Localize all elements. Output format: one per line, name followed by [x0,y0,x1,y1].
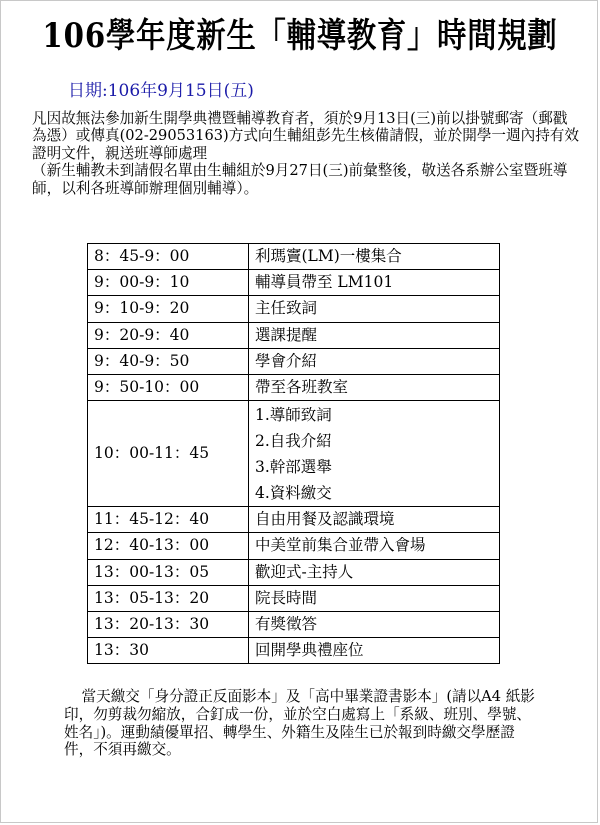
schedule-time: 9：10-9：20 [88,296,249,322]
schedule-event-list [249,401,500,507]
table-row [88,611,500,637]
schedule-time: 13：20-13：30 [88,611,249,637]
schedule-time: 9：50-10：00 [88,374,249,400]
schedule-event: 主任致詞 [249,296,500,322]
schedule-event: 學會介紹 [249,348,500,374]
table-row [88,559,500,585]
schedule-event: 回開學典禮座位 [249,638,500,664]
schedule-table [87,243,500,664]
schedule-time: 9：40-9：50 [88,348,249,374]
table-row [88,507,500,533]
table-row [88,322,500,348]
table-row [88,296,500,322]
event-date: 日期:106年9月15日(五) [68,81,254,101]
intro-notice [32,110,580,197]
schedule-time: 12：40-13：00 [88,533,249,559]
schedule-event: 利瑪竇(LM)一樓集合 [249,244,500,270]
schedule-event: 輔導員帶至 LM101 [249,270,500,296]
table-row [88,401,500,507]
schedule-time: 13：00-13：05 [88,559,249,585]
schedule-event: 帶至各班教室 [249,374,500,400]
schedule-time: 13：05-13：20 [88,585,249,611]
table-row [88,533,500,559]
table-row [88,374,500,400]
schedule-subitem: 4.資料繳交 [255,483,332,502]
table-row [88,638,500,664]
table-row [88,585,500,611]
schedule-event: 自由用餐及認識環境 [249,507,500,533]
schedule-event: 歡迎式-主持人 [249,559,500,585]
schedule-event: 院長時間 [249,585,500,611]
page-title: 106學年度新生「輔導教育」時間規劃 [42,16,558,56]
schedule-subitem: 3.幹部選舉 [255,457,332,476]
schedule-subitem: 1.導師致詞 [255,405,332,424]
schedule-subitem: 2.自我介紹 [255,431,332,450]
schedule-time: 9：20-9：40 [88,322,249,348]
schedule-time: 8：45-9：00 [88,244,249,270]
schedule-event: 有獎徵答 [249,611,500,637]
schedule-time: 9：00-9：10 [88,270,249,296]
table-row [88,244,500,270]
table-row [88,348,500,374]
schedule-time: 13：30 [88,638,249,664]
schedule-event: 選課提醒 [249,322,500,348]
footer-notice [64,688,539,759]
schedule-time: 11：45-12：40 [88,507,249,533]
schedule-time: 10：00-11：45 [88,401,249,507]
schedule-event: 中美堂前集合並帶入會場 [249,533,500,559]
intro-paragraph-2: （新生輔教未到請假名單由生輔組於9月27日(三)前彙整後，敬送各系辦公室暨班導師，以利各班導師辦理個別輔導）。 [32,162,568,197]
table-row [88,270,500,296]
intro-paragraph-1: 凡因故無法參加新生開學典禮暨輔導教育者，須於9月13日(三)前以掛號郵寄（郵戳為憑）或傳真(02-29053163)方式向生輔組彭先生核備請假，並於開學一週內持有效證明文件，親送班導師處理 [32,110,579,162]
footer-text: 當天繳交「身分證正反面影本」及「高中畢業證書影本」(請以A4 紙影印，勿剪裁勿縮放，合釘成一份，並於空白處寫上「系級、班別、學號、姓名」)。運動績優單招、轉學生、外籍生及陸生已於報到時繳交學歷證件，不須再繳交。 [64,688,535,759]
